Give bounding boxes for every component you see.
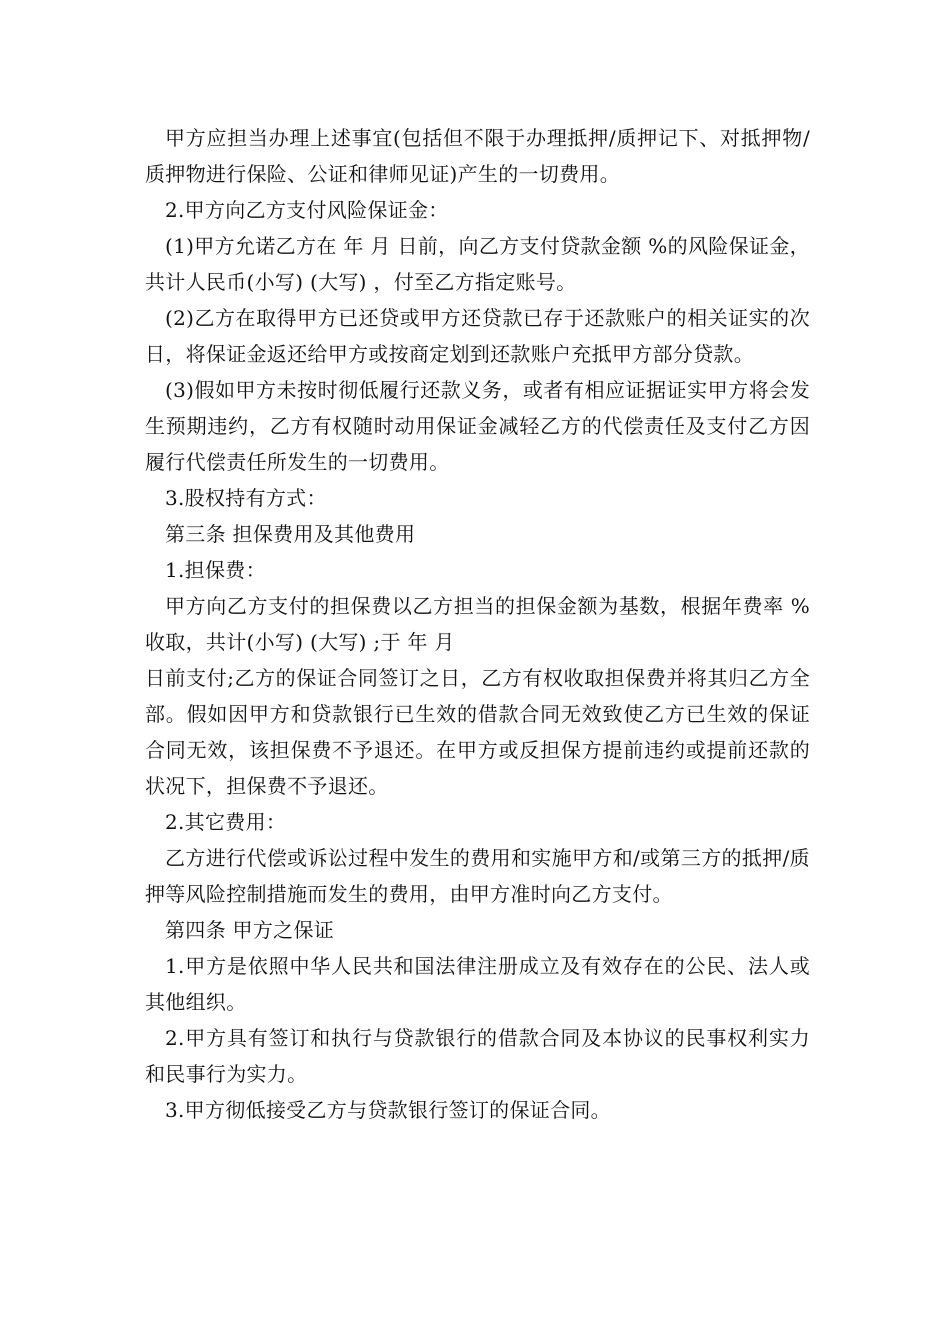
paragraph-deposit-clause-2: (2)乙方在取得甲方已还贷或甲方还贷款已存于还款账户的相关证实的次日，将保证金返还给甲方或按商定划到还款账户充抵甲方部分贷款。 [145,306,810,366]
document-page [145,120,810,1128]
paragraph-warranty-3: 3.甲方彻低接受乙方与贷款银行签订的保证合同。 [165,1098,611,1122]
article-four-heading: 第四条 甲方之保证 [165,918,335,942]
paragraph-risk-deposit-heading: 2.甲方向乙方支付风险保证金： [165,198,449,222]
paragraph-warranty-1: 1.甲方是依照中华人民共和国法律注册成立及有效存在的公民、法人或其他组织。 [145,954,810,1014]
article-three-heading: 第三条 担保费用及其他费用 [165,522,416,546]
paragraph-other-fees-body: 乙方进行代偿或诉讼过程中发生的费用和实施甲方和/或第三方的抵押/质押等风险控制措施而发生的费用，由甲方准时向乙方支付。 [145,846,810,906]
paragraph-fees-intro: 甲方应担当办理上述事宜(包括但不限于办理抵押/质押记下、对抵押物/质押物进行保险、公证和律师见证)产生的一切费用。 [145,126,810,186]
paragraph-guarantee-fee-continued: 日前支付;乙方的保证合同签订之日，乙方有权收取担保费并将其归乙方全部。假如因甲方和贷款银行已生效的借款合同无效致使乙方已生效的保证合同无效，该担保费不予退还。在甲方或反担保方提前违约或提前还款的状况下，担保费不予退还。 [145,666,810,798]
paragraph-guarantee-fee-heading: 1.担保费： [165,558,266,582]
paragraph-other-fees-heading: 2.其它费用： [165,810,287,834]
paragraph-warranty-2: 2.甲方具有签订和执行与贷款银行的借款合同及本协议的民事权利实力和民事行为实力。 [145,1026,810,1086]
paragraph-deposit-clause-1: (1)甲方允诺乙方在 年 月 日前，向乙方支付贷款金额 %的风险保证金，共计人民币(小写) (大写) ，付至乙方指定账号。 [145,234,810,294]
paragraph-deposit-clause-3: (3)假如甲方未按时彻低履行还款义务，或者有相应证据证实甲方将会发生预期违约，乙方有权随时动用保证金减轻乙方的代偿责任及支付乙方因履行代偿责任所发生的一切费用。 [145,378,810,474]
paragraph-equity-holding: 3.股权持有方式： [165,486,327,510]
paragraph-guarantee-fee-body: 甲方向乙方支付的担保费以乙方担当的担保金额为基数，根据年费率 %收取，共计(小写) (大写) ;于 年 月 [145,594,810,654]
